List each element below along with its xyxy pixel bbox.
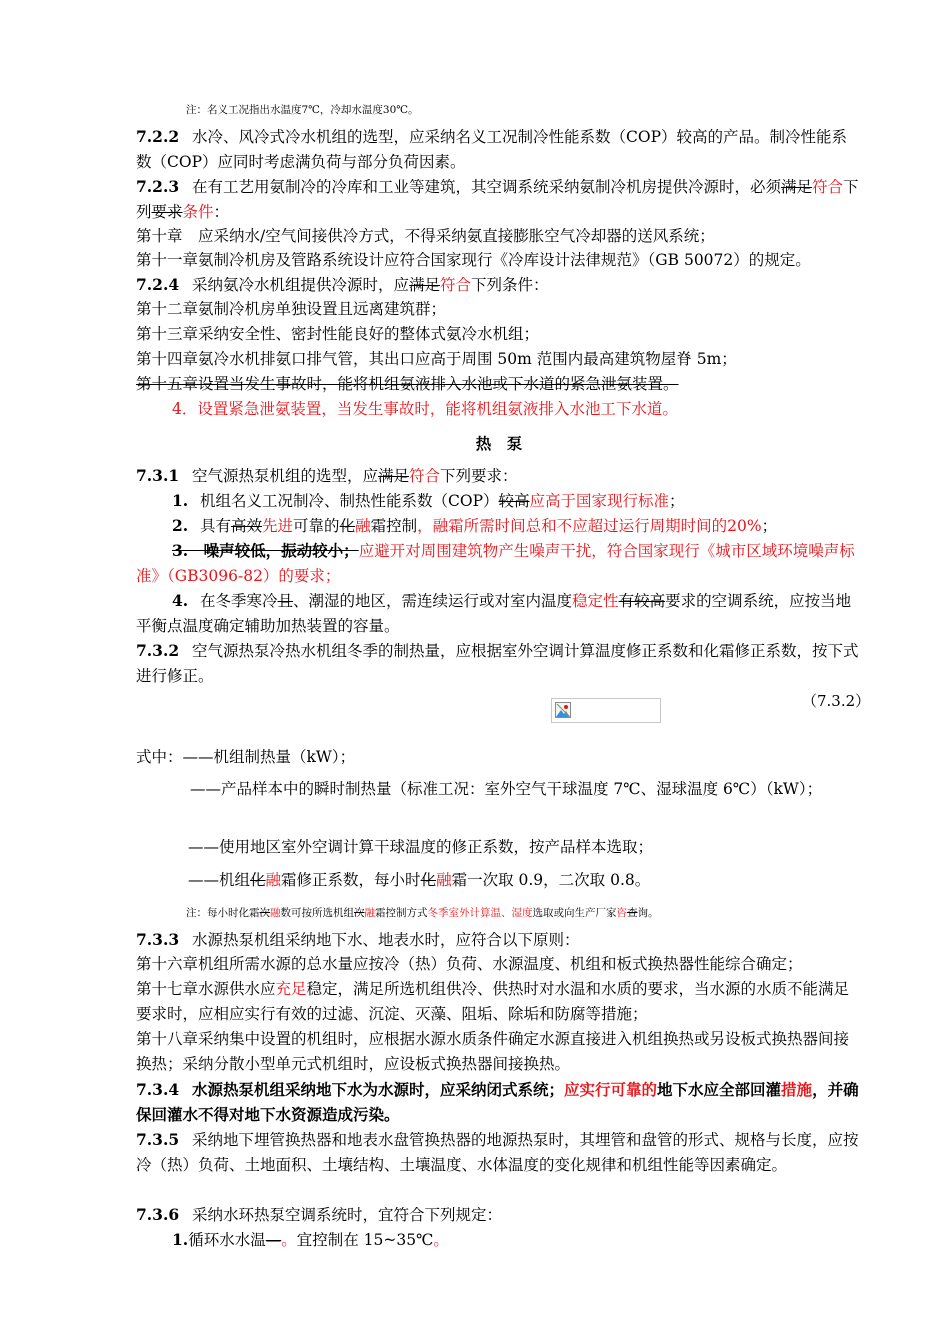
inserted-text: 。: [281, 1231, 297, 1249]
broken-image-icon: [555, 702, 571, 718]
deleted-text: 较高: [498, 492, 530, 510]
section-number: 7.3.5: [136, 1130, 180, 1149]
section-7-2-4: 7.2.4 采纳氨冷水机组提供冷源时，应满足符合下列条件：: [136, 272, 862, 298]
inserted-text: 符合: [812, 178, 844, 196]
deleted-text: 化: [250, 871, 266, 889]
section-7-3-6: 7.3.6 采纳水环热泵空调系统时，宜符合下列规定：: [136, 1202, 862, 1228]
deleted-text: 满足: [781, 178, 813, 196]
inserted-text: ，融霜所需时间总和不应超过运行周期时间的20%: [417, 517, 762, 535]
section-number: 7.2.2: [136, 127, 180, 146]
section-number: 7.3.1: [136, 466, 180, 485]
section-7-3-3: 7.3.3 水源热泵机组采纳地下水、地表水时，应符合以下原则：: [136, 927, 862, 953]
list-item: 第十六章机组所需水源的总水量应按冷（热）负荷、水源温度、机组和板式换热器性能综合确定；: [136, 955, 803, 973]
deleted-text: —: [265, 1231, 282, 1249]
inserted-text: 应高于国家现行标准: [529, 492, 670, 510]
inserted-text: 融: [436, 871, 452, 889]
section-number: 7.3.4: [136, 1080, 180, 1099]
formula-image-placeholder: [551, 698, 661, 723]
list-item: 第十章 应采纳水/空气间接供冷方式，不得采纳氨直接膨胀空气冷却器的送风系统；: [136, 227, 715, 245]
section-7-3-1: 7.3.1 空气源热泵机组的选型，应满足符合下列要求：: [136, 463, 862, 489]
list-item: [136, 538, 862, 589]
note-defrost: 注：每小时化霜次融数可按所选机组次融霜控制方式冬季室外计算温、湿度选取或向生产厂家咨查询。: [186, 907, 659, 919]
list-item: 第十一章氨制冷机房及管路系统设计应符合国家现行《冷库设计法律规范》（GB 50072）的规定。: [136, 251, 811, 269]
inserted-text: 措施: [781, 1080, 813, 1099]
section-number: 7.2.4: [136, 275, 180, 294]
inserted-text: 先进: [262, 517, 294, 535]
formula-definition: ——使用地区室外空调计算干球温度的修正系数，按产品样本选取；: [188, 838, 654, 856]
list-item: 4. 在冬季寒冷且、潮湿的地区，需连续运行或对室内温度稳定性有较高要求的空调系统，应按当地平衡点温度确定辅助加热装置的容量。: [136, 591, 852, 635]
section-7-3-2: 7.3.2 空气源热泵冷热水机组冬季的制热量，应根据室外空调计算温度修正系数和化霜修正系数，按下式进行修正。: [136, 638, 862, 689]
section-7-3-4: 7.3.4 水源热泵机组采纳地下水为水源时，应采纳闭式系统；应实行可靠的地下水应全部回灌措施，并确保回灌水不得对地下水资源造成污染。: [136, 1077, 862, 1127]
section-number: 7.3.2: [136, 641, 180, 660]
deleted-text: 有较高: [618, 592, 666, 610]
inserted-text: 。: [433, 1231, 449, 1249]
list-item: 第十四章氨冷水机排氨口排气管，其出口应高于周围 50m 范围内最高建筑物屋脊 5m；: [136, 350, 737, 368]
inserted-text: 融: [355, 517, 371, 535]
inserted-text: 符合: [440, 276, 472, 294]
formula-definition: ——产品样本中的瞬时制热量（标准工况：室外空气干球温度 7℃、湿球温度 6℃）（kW）；: [190, 780, 823, 798]
list-item: 第十三章采纳安全性、密封性能良好的整体式氨冷水机组；: [136, 325, 540, 343]
section-7-2-3: 7.2.3 在有工艺用氨制冷的冷库和工业等建筑，其空调系统采纳氨制冷机房提供冷源时，必须满足符合下列要求条件：: [136, 174, 862, 225]
list-item: 第十八章采纳集中设置的机组时，应根据水源水质条件确定水源直接进入机组换热或另设板式换热器间接换热；采纳分散小型单元式机组时，应设板式换热器间接换热。: [136, 1030, 850, 1073]
inserted-text: 符合: [409, 467, 441, 485]
equation-number: （7.3.2）: [802, 692, 871, 710]
deleted-text: 满足: [409, 276, 441, 294]
deleted-text: 满足: [378, 467, 410, 485]
formula-definition: ——机组化融霜修正系数，每小时化融霜一次取 0.9，二次取 0.8。: [188, 871, 651, 889]
inserted-text: 条件: [182, 203, 214, 221]
deleted-text: 且: [277, 592, 294, 610]
note-nominal-condition: 注：名义工况指出水温度7℃，冷却水温度30℃。: [186, 104, 419, 116]
inserted-text: 应避开对周围建筑物产生噪声干扰，符合国家现行《城市区域环境噪声标准》（GB3096-82）的要求；: [136, 542, 855, 585]
inserted-text: 融: [265, 871, 282, 889]
inserted-text: 稳定性: [572, 592, 619, 610]
list-item: 第十二章氨制冷机房单独设置且远离建筑群；: [136, 300, 447, 318]
section-number: 7.3.3: [136, 930, 180, 949]
deleted-text: 3. 噪声较低，振动较小；: [172, 541, 359, 560]
inserted-text: 充足: [275, 980, 307, 998]
deleted-text: 要求: [151, 203, 183, 221]
section-number: 7.3.6: [136, 1205, 180, 1224]
deleted-text: 化: [339, 517, 356, 535]
list-item: 1.循环水水温—。宜控制在 15~35℃。: [172, 1230, 449, 1249]
section-number: 7.2.3: [136, 177, 180, 196]
section-7-3-5: 7.3.5 采纳地下埋管换热器和地表水盘管换热器的地源热泵时，其埋管和盘管的形式、规格与长度，应按冷（热）负荷、土地面积、土壤结构、土壤温度、水体温度的变化规律和机组性能等因素确定。: [136, 1127, 862, 1178]
formula-where: 式中：——机组制热量（kW）；: [136, 748, 356, 766]
list-item: 2. 具有高效先进可靠的化融霜控制，融霜所需时间总和不应超过运行周期时间的20%；: [172, 516, 778, 535]
deleted-text: 高效: [231, 517, 263, 535]
list-item: 1. 机组名义工况制冷、制热性能系数（COP）较高应高于国家现行标准；: [172, 491, 685, 510]
deleted-list-item: 第十五章设置当发生事故时，能将机组氨液排入水池或下水道的紧急泄氨装置。: [136, 375, 679, 393]
deleted-text: 化: [420, 871, 437, 889]
inserted-text: 应实行可靠的: [564, 1080, 658, 1099]
inserted-list-item: 4．设置紧急泄氨装置，当发生事故时，能将机组氨液排入水池工下水道。: [172, 400, 678, 418]
section-7-2-2: 7.2.2 水冷、风冷式冷水机组的选型，应采纳名义工况制冷性能系数（COP）较高的产品。制冷性能系数（COP）应同时考虑满负荷与部分负荷因素。: [136, 124, 862, 175]
heading-heat-pump: 热 泵: [475, 434, 523, 453]
list-item: 第十七章水源供水应充足稳定，满足所选机组供冷、供热时对水温和水质的要求，当水源的水质不能满足要求时，应相应实行有效的过滤、沉淀、灭藻、阻垢、除垢和防腐等措施；: [136, 980, 850, 1023]
